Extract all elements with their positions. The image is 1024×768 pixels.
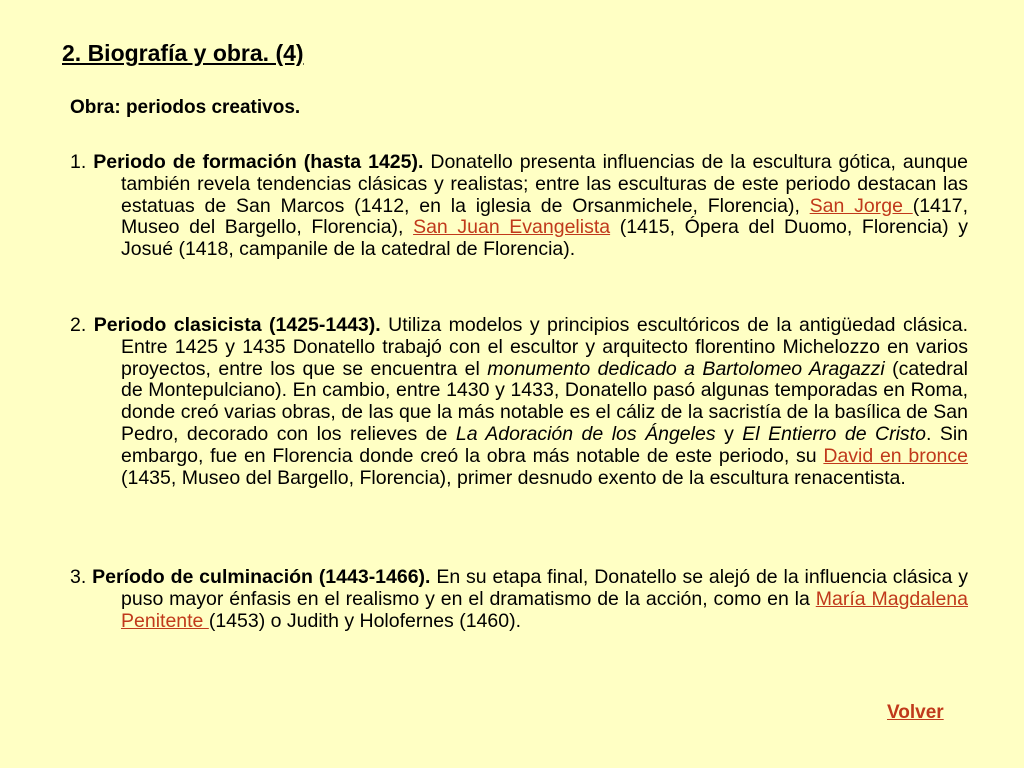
period-number: 1. bbox=[70, 151, 87, 173]
period-text: Donatello presenta influencias de la escultura gótica, aunque también revela tendencias clásicas y realistas; entre las esculturas de este periodo destacan las estatuas de San Marcos (1412, en la iglesia de Orsanmichele, Florencia), bbox=[121, 151, 969, 217]
period-label: Periodo clasicista (1425-1443). bbox=[93, 314, 381, 336]
section-subtitle: Obra: periodos creativos. bbox=[70, 97, 301, 118]
italic-title: monumento dedicado a Bartolomeo Aragazzi bbox=[487, 357, 885, 380]
period-text: (catedral de Montepulciano). En cambio, entre 1430 y 1433, Donatello pasó algunas temporadas en Roma, donde creó varias obras, de las que la más notable es el cáliz de la sacristía de la basílica de San Pedro, decorado con los relieves de bbox=[121, 357, 968, 445]
link-maria-magdalena-penitente[interactable]: María Magdalena Penitente bbox=[121, 587, 968, 632]
period-text: (1415, Ópera del Duomo, Florencia) y Josué (1418, campanile de la catedral de Florencia). bbox=[121, 216, 968, 261]
back-link[interactable]: Volver bbox=[887, 702, 944, 723]
period-label: Período de culminación (1443-1466). bbox=[92, 566, 431, 588]
period-number: 3. bbox=[70, 566, 87, 588]
link-san-jorge[interactable]: San Jorge bbox=[809, 194, 913, 217]
period-label: Periodo de formación (hasta 1425). bbox=[93, 151, 424, 173]
period-text: . Sin embargo, fue en Florencia donde creó la obra más notable de este periodo, su bbox=[121, 422, 969, 467]
italic-title: El Entierro de Cristo bbox=[742, 422, 926, 445]
paragraph-period-2 bbox=[70, 315, 968, 489]
link-san-juan-evangelista[interactable]: San Juan Evangelista bbox=[413, 216, 611, 239]
period-text: (1453) o Judith y Holofernes (1460). bbox=[208, 609, 521, 632]
period-text: En su etapa final, Donatello se alejó de la influencia clásica y puso mayor énfasis en el realismo y en el dramatismo de la acción, como en la bbox=[121, 566, 968, 610]
italic-title: La Adoración de los Ángeles bbox=[455, 422, 716, 445]
period-text: y bbox=[715, 422, 743, 445]
period-text: Utiliza modelos y principios escultóricos de la antigüedad clásica. Entre 1425 y 1435 Donatello trabajó con el escultor y arquitecto florentino Michelozzo en varios proyectos, entre los que se encuentra el bbox=[121, 314, 968, 380]
period-text: (1417, Museo del Bargello, Florencia), bbox=[121, 194, 969, 239]
period-number: 2. bbox=[70, 314, 87, 336]
paragraph-period-1 bbox=[70, 152, 968, 261]
page-title: 2. Biografía y obra. (4) bbox=[62, 40, 304, 66]
link-david-en-bronce[interactable]: David en bronce bbox=[823, 444, 968, 467]
period-text: (1435, Museo del Bargello, Florencia), primer desnudo exento de la escultura renacentista. bbox=[121, 466, 906, 489]
paragraph-period-3 bbox=[70, 567, 968, 632]
